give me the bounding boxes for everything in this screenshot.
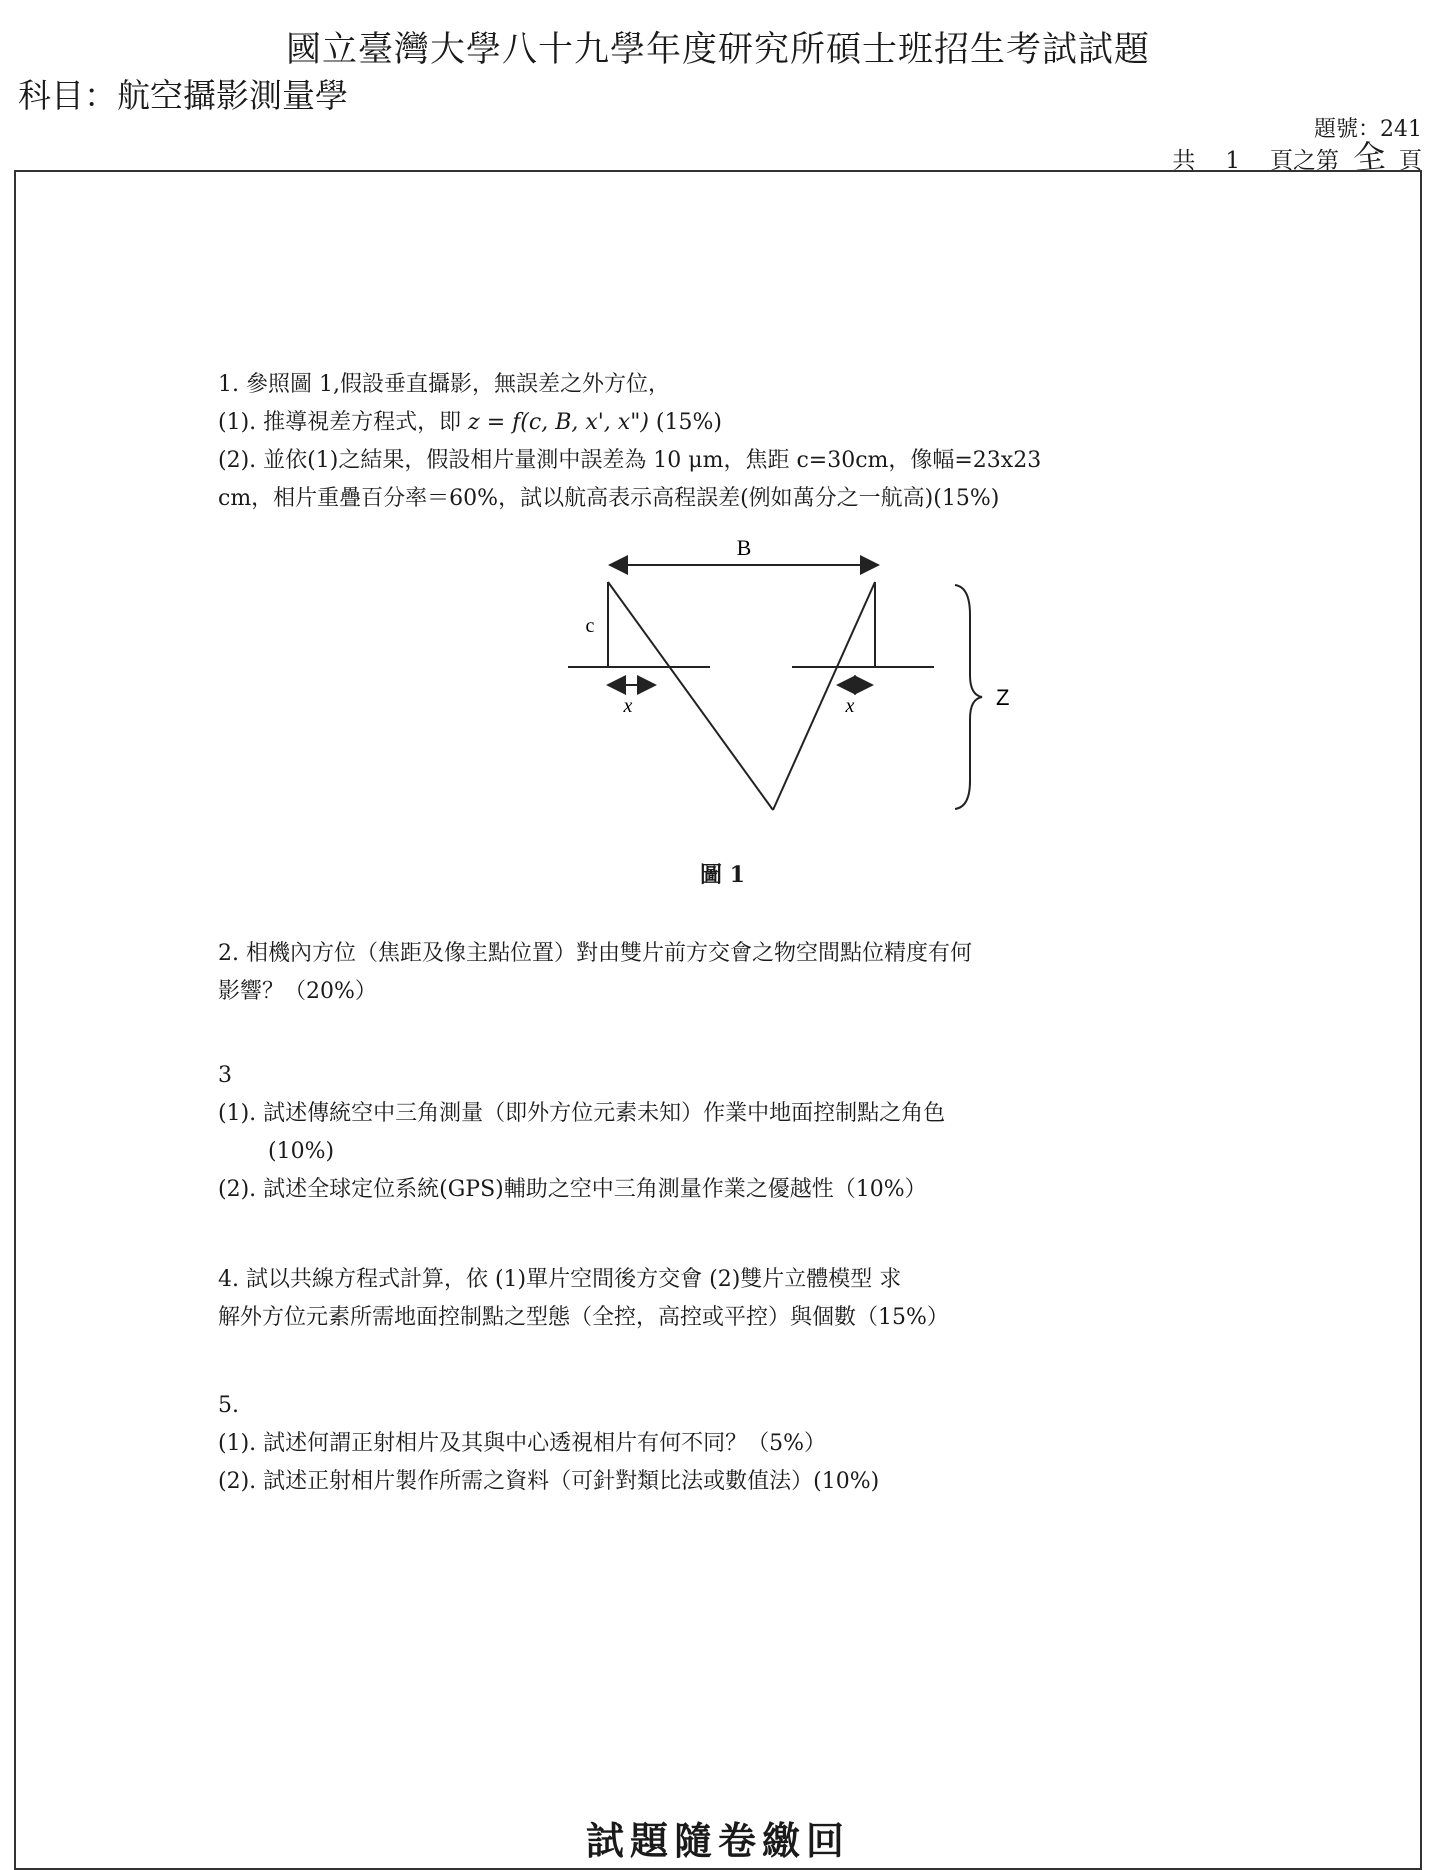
exam-title: 國立臺灣大學八十九學年度研究所碩士班招生考試試題 <box>285 30 1150 70</box>
figure-caption: 圖 1 <box>700 862 745 888</box>
q1-line3: (2). 並依(1)之結果，假設相片量測中誤差為 10 μm，焦距 c=30cm，像幅=23x23 <box>218 448 1042 473</box>
label-b: B <box>736 535 752 560</box>
q3-line3: (2). 試述全球定位系統(GPS)輔助之空中三角測量作業之優越性（10%） <box>218 1177 927 1202</box>
q1-line4: cm，相片重疊百分率＝60%，試以航高表示高程誤差(例如萬分之一航高)(15%) <box>218 486 1000 511</box>
q1-line1: 1. 參照圖 1,假設垂直攝影，無誤差之外方位， <box>218 372 670 397</box>
q1-line2-score: (15%) <box>648 410 722 435</box>
return-with-answer-sheet-stamp: 試題隨卷繳回 <box>585 1818 850 1863</box>
q5-line1: (1). 試述何謂正射相片及其與中心透視相片有何不同？（5%） <box>218 1431 827 1456</box>
parallax-formula: z = f(c, B, x', x") <box>468 410 649 435</box>
q1-line2-text: (1). 推導視差方程式，即 <box>218 410 469 435</box>
q2-line2: 影響？（20%） <box>218 979 377 1004</box>
label-c: c <box>585 615 595 637</box>
page-current-handwritten: 全 <box>1351 136 1388 178</box>
q5-line2: (2). 試述正射相片製作所需之資料（可針對類比法或數值法）(10%) <box>218 1469 880 1494</box>
figure-1-diagram <box>560 535 1020 835</box>
page-total: 1 <box>1225 148 1240 174</box>
label-x-left: x <box>623 695 633 717</box>
page-prefix: 共 <box>1172 148 1196 174</box>
page-middle: 頁之第 <box>1269 148 1339 174</box>
q3-number: 3 <box>218 1063 232 1088</box>
exam-number: 題號：241 <box>1314 117 1422 142</box>
z-brace <box>955 585 982 809</box>
q3-line1: (1). 試述傳統空中三角測量（即外方位元素未知）作業中地面控制點之角色 <box>218 1101 946 1126</box>
q3-line2: (10%) <box>268 1139 335 1164</box>
left-ray <box>608 582 773 810</box>
q4-line2: 解外方位元素所需地面控制點之型態（全控，高控或平控）與個數（15%） <box>218 1305 949 1330</box>
subject-label: 科目：航空攝影測量學 <box>18 76 348 115</box>
q5-number: 5. <box>218 1393 239 1418</box>
label-z: Z <box>996 685 1010 710</box>
q4-line1: 4. 試以共線方程式計算，依 (1)單片空間後方交會 (2)雙片立體模型 求 <box>218 1267 902 1292</box>
label-x-right: x <box>845 695 855 717</box>
page-suffix: 頁 <box>1399 148 1422 174</box>
right-ray <box>773 582 875 810</box>
q2-line1: 2. 相機內方位（焦距及像主點位置）對由雙片前方交會之物空間點位精度有何 <box>218 941 972 966</box>
q1-line2 <box>218 405 722 441</box>
